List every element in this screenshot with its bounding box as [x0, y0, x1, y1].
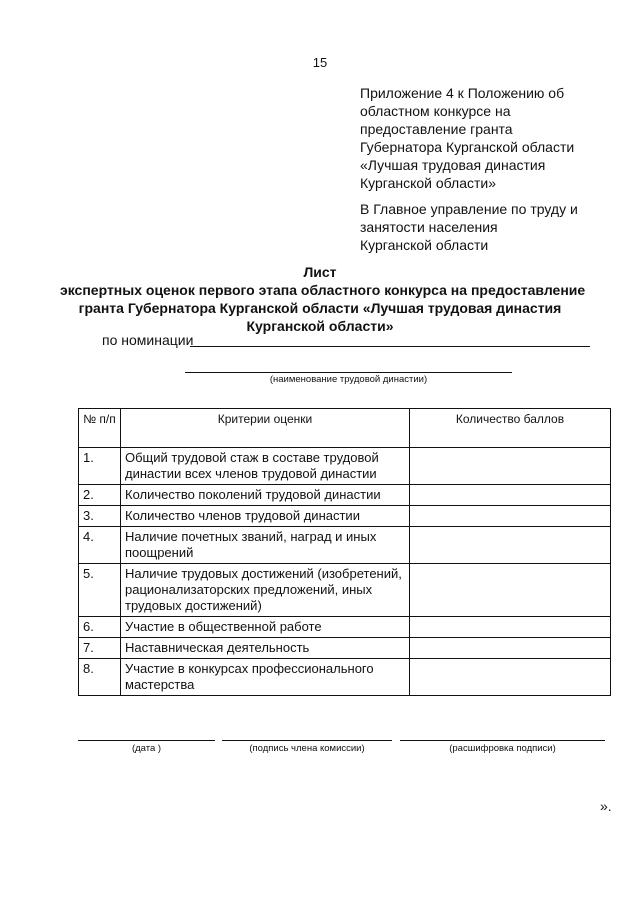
table-row: [79, 527, 611, 564]
document-title: [60, 263, 586, 335]
row-criterion: Наличие трудовых достижений (изобретений, рационализаторских предложений, иных трудовых достижений): [121, 564, 410, 617]
dynasty-name-caption: (наименование трудовой династии): [269, 374, 428, 385]
row-criterion: Общий трудовой стаж в составе трудовой династии всех членов трудовой династии: [121, 448, 410, 485]
row-number: 8.: [79, 659, 121, 696]
title-line: экспертных оценок первого этапа областного конкурса на предоставление: [60, 282, 586, 298]
row-number: 6.: [79, 617, 121, 638]
date-caption: (дата ): [131, 743, 162, 754]
page-number: 15: [312, 55, 328, 70]
header-score: Количество баллов: [410, 409, 611, 448]
score-cell[interactable]: [410, 659, 611, 696]
table-row: [79, 485, 611, 506]
table-row: [79, 659, 611, 696]
addressee-line: Курганской области: [360, 237, 489, 253]
signature-fill-line[interactable]: [222, 740, 392, 741]
appendix-note: [360, 84, 620, 192]
decoding-fill-line[interactable]: [400, 740, 605, 741]
header-num: № п/п: [79, 409, 121, 448]
row-number: 4.: [79, 527, 121, 564]
row-number: 7.: [79, 638, 121, 659]
signature-caption: (подпись члена комиссии): [249, 743, 365, 754]
decoding-caption: (расшифровка подписи): [449, 743, 556, 754]
appendix-line: Приложение 4 к Положению об: [360, 85, 565, 101]
score-cell[interactable]: [410, 506, 611, 527]
appendix-line: Губернатора Курганской области: [360, 139, 575, 155]
criteria-table: [78, 408, 611, 696]
table-row: [79, 448, 611, 485]
row-criterion: Наставническая деятельность: [121, 638, 410, 659]
header-criteria: Критерии оценки: [121, 409, 410, 448]
title-line: гранта Губернатора Курганской области «Лучшая трудовая династия: [78, 300, 562, 316]
row-criterion: Количество членов трудовой династии: [121, 506, 410, 527]
score-cell[interactable]: [410, 527, 611, 564]
row-number: 1.: [79, 448, 121, 485]
dynasty-name-fill-line[interactable]: [185, 372, 512, 373]
row-number: 3.: [79, 506, 121, 527]
addressee-line: В Главное управление по труду и: [360, 201, 578, 217]
nomination-fill-line[interactable]: [190, 346, 590, 347]
appendix-line: «Лучшая трудовая династия: [360, 157, 546, 173]
appendix-line: Курганской области»: [360, 175, 497, 191]
row-number: 5.: [79, 564, 121, 617]
row-number: 2.: [79, 485, 121, 506]
row-criterion: Количество поколений трудовой династии: [121, 485, 410, 506]
table-row: [79, 564, 611, 617]
score-cell[interactable]: [410, 638, 611, 659]
table-row: [79, 638, 611, 659]
title-line: Курганской области»: [246, 318, 394, 334]
table-row: [79, 617, 611, 638]
addressee: [360, 200, 620, 254]
row-criterion: Наличие почетных званий, наград и иных поощрений: [121, 527, 410, 564]
score-cell[interactable]: [410, 617, 611, 638]
table-header-row: [79, 409, 611, 448]
title-heading: Лист: [303, 264, 337, 280]
appendix-line: областном конкурсе на: [360, 103, 511, 119]
score-cell[interactable]: [410, 485, 611, 506]
score-cell[interactable]: [410, 448, 611, 485]
addressee-line: занятости населения: [360, 219, 498, 235]
table-row: [79, 506, 611, 527]
nomination-label: по номинации: [102, 332, 194, 348]
appendix-line: предоставление гранта: [360, 121, 513, 137]
date-fill-line[interactable]: [78, 740, 215, 741]
row-criterion: Участие в конкурсах профессионального мастерства: [121, 659, 410, 696]
closing-quote: ».: [600, 798, 612, 814]
score-cell[interactable]: [410, 564, 611, 617]
row-criterion: Участие в общественной работе: [121, 617, 410, 638]
